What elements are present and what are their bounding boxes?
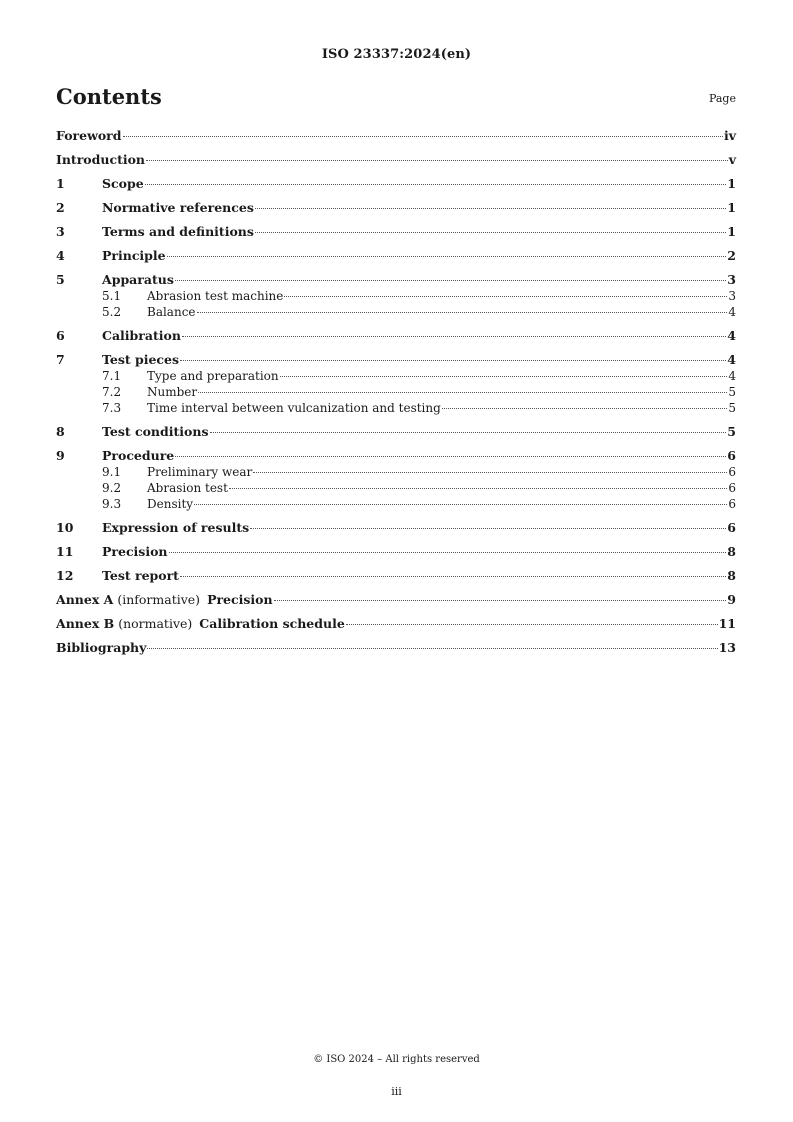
dot-leader [175, 456, 726, 457]
dot-leader [169, 552, 727, 553]
toc-entry-title: Apparatus [102, 272, 174, 287]
dot-leader [255, 232, 726, 233]
toc-entry-title: Test conditions [102, 424, 209, 439]
dot-leader [123, 136, 723, 137]
toc-entry-number: 4 [56, 248, 65, 263]
toc-entry-title: Precision [102, 544, 168, 559]
toc-entry-number: 7.2 [102, 385, 122, 399]
toc-entry-number: 5.1 [102, 289, 122, 303]
toc-subentry[interactable] [56, 304, 736, 320]
toc-entry-number: 9.1 [102, 465, 122, 479]
toc-entry-title: Preliminary wear [147, 465, 253, 479]
toc-subentry[interactable] [56, 480, 736, 496]
dot-leader [346, 624, 718, 625]
dot-leader [250, 528, 726, 529]
toc-entry[interactable] [56, 352, 736, 368]
toc-annex-label: Annex A [56, 592, 114, 607]
toc-entry-number: 9.3 [102, 497, 122, 511]
toc-entry-title: Expression of results [102, 520, 250, 535]
toc-entry-number: 9 [56, 448, 65, 463]
toc-entry-page: v [728, 152, 736, 167]
page-column-label: Page [708, 92, 736, 105]
toc-subentry[interactable] [56, 400, 736, 416]
toc-entry-page: 5 [727, 424, 736, 439]
toc-entry-number: 7.3 [102, 401, 122, 415]
toc-entry[interactable] [56, 568, 736, 584]
dot-leader [255, 208, 726, 209]
dot-leader [194, 504, 727, 505]
toc-entry-page: 1 [727, 200, 736, 215]
toc-entry-page: 5 [728, 401, 736, 415]
toc-entry-page: 13 [718, 640, 736, 655]
toc-entry-title: Test pieces [102, 352, 180, 367]
toc-entry[interactable] [56, 272, 736, 288]
toc-entry-page: 5 [728, 385, 736, 399]
document-header: ISO 23337:2024(en) [321, 47, 472, 62]
toc-entry-title: Normative references [102, 200, 254, 215]
toc-subentry[interactable] [56, 464, 736, 480]
toc-annex-entry[interactable] [56, 592, 736, 608]
toc-entry-title: Foreword [56, 128, 122, 143]
toc-entry-number: 6 [56, 328, 65, 343]
toc-subentry[interactable] [56, 368, 736, 384]
toc-entry-number: 9.2 [102, 481, 122, 495]
dot-leader [182, 336, 726, 337]
toc-entry-page: 4 [728, 369, 736, 383]
toc-entry-title: Number [147, 385, 198, 399]
toc-entry[interactable] [56, 176, 736, 192]
toc-entry-page: 11 [718, 616, 736, 631]
dot-leader [274, 600, 727, 601]
toc-entry[interactable] [56, 200, 736, 216]
toc-entry-number: 1 [56, 176, 65, 191]
toc-entry[interactable] [56, 544, 736, 560]
toc-entry-title: Bibliography [56, 640, 147, 655]
toc-entry[interactable] [56, 640, 736, 656]
toc-annex-entry[interactable] [56, 616, 736, 632]
toc-entry-page: 1 [727, 176, 736, 191]
toc-entry-number: 5.2 [102, 305, 122, 319]
page-number: iii [391, 1085, 402, 1098]
toc-entry-title: Density [147, 497, 194, 511]
toc-entry-title: Calibration schedule [199, 616, 345, 631]
dot-leader [280, 376, 728, 377]
toc-entry-page: 4 [728, 305, 736, 319]
dot-leader [180, 576, 726, 577]
dot-leader [167, 256, 727, 257]
dot-leader [442, 408, 728, 409]
dot-leader [175, 280, 726, 281]
dot-leader [210, 432, 727, 433]
toc-entry[interactable] [56, 152, 736, 168]
toc-entry[interactable] [56, 328, 736, 344]
toc-entry-page: 6 [728, 465, 736, 479]
dot-leader [146, 160, 728, 161]
toc-entry-title: Precision [207, 592, 273, 607]
toc-entry-title: Scope [102, 176, 144, 191]
dot-leader [229, 488, 727, 489]
dot-leader [147, 648, 717, 649]
contents-title: Contents [56, 84, 162, 109]
toc-entry[interactable] [56, 248, 736, 264]
dot-leader [253, 472, 727, 473]
dot-leader [180, 360, 726, 361]
toc-entry-number: 8 [56, 424, 65, 439]
toc-entry-page: 6 [727, 448, 736, 463]
toc-entry-page: 4 [727, 328, 736, 343]
toc-entry[interactable] [56, 520, 736, 536]
toc-entry-page: 6 [728, 481, 736, 495]
toc-entry-title: Introduction [56, 152, 146, 167]
toc-entry-page: 3 [727, 272, 736, 287]
toc-subentry[interactable] [56, 384, 736, 400]
toc-entry-title: Test report [102, 568, 179, 583]
toc-entry-title: Abrasion test machine [147, 289, 284, 303]
toc-subentry[interactable] [56, 288, 736, 304]
toc-annex-type: (informative) [117, 592, 201, 607]
copyright-notice: © ISO 2024 – All rights reserved [313, 1054, 480, 1065]
toc-entry-number: 2 [56, 200, 65, 215]
toc-entry-title: Time interval between vulcanization and testing [147, 401, 441, 415]
toc-entry-title: Type and preparation [147, 369, 279, 383]
toc-entry-page: 6 [727, 520, 736, 535]
toc-entry-number: 7.1 [102, 369, 122, 383]
toc-entry-title: Terms and definitions [102, 224, 254, 239]
toc-entry[interactable] [56, 424, 736, 440]
toc-entry-title: Balance [147, 305, 196, 319]
toc-entry-number: 10 [56, 520, 74, 535]
table-of-contents [56, 128, 736, 656]
toc-entry[interactable] [56, 224, 736, 240]
toc-entry-number: 5 [56, 272, 65, 287]
toc-entry-page: 6 [728, 497, 736, 511]
toc-entry-page: 2 [727, 248, 736, 263]
toc-entry-number: 12 [56, 568, 74, 583]
toc-entry-title: Procedure [102, 448, 175, 463]
toc-entry-page: 9 [727, 592, 736, 607]
toc-entry-page: 1 [727, 224, 736, 239]
toc-entry-title: Abrasion test [147, 481, 228, 495]
toc-annex-label: Annex B [56, 616, 115, 631]
toc-entry-number: 11 [56, 544, 74, 559]
toc-entry-title: Principle [102, 248, 166, 263]
toc-annex-type: (normative) [118, 616, 193, 631]
toc-subentry[interactable] [56, 496, 736, 512]
toc-entry-page: 8 [727, 568, 736, 583]
toc-entry-number: 3 [56, 224, 65, 239]
toc-entry-page: 3 [728, 289, 736, 303]
dot-leader [197, 312, 728, 313]
toc-entry-title: Calibration [102, 328, 181, 343]
dot-leader [198, 392, 727, 393]
dot-leader [145, 184, 727, 185]
toc-entry[interactable] [56, 128, 736, 144]
toc-entry-number: 7 [56, 352, 65, 367]
toc-entry-page: 4 [727, 352, 736, 367]
dot-leader [284, 296, 727, 297]
toc-entry[interactable] [56, 448, 736, 464]
toc-entry-page: 8 [727, 544, 736, 559]
toc-entry-page: iv [723, 128, 736, 143]
